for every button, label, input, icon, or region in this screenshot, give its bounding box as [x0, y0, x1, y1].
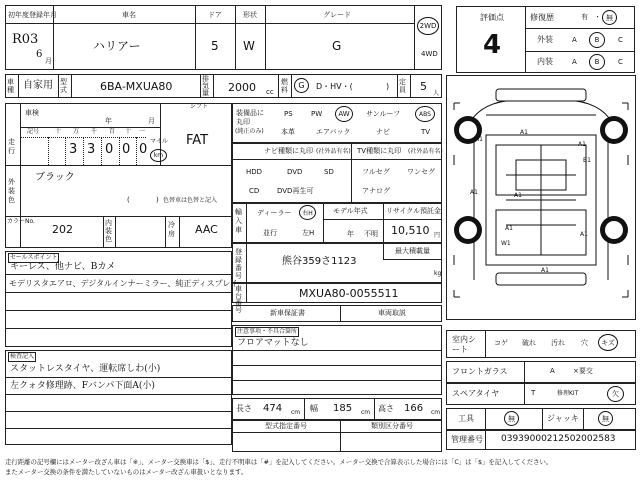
spare-item-kit: 修理KIT: [557, 390, 579, 397]
first-reg-month: 6: [36, 49, 43, 60]
first-reg-year: R03: [12, 32, 39, 47]
seat-label: 室内シート: [452, 335, 476, 354]
equipment-sublabel: (純正のみ): [235, 128, 264, 135]
exterior-label: 外装: [537, 35, 553, 44]
seat-item-2: 破れ: [522, 339, 536, 347]
header-box: [5, 5, 442, 70]
model-year-unit: 年: [347, 230, 354, 238]
width-unit: cm: [361, 409, 371, 416]
jack-value: 無: [602, 414, 609, 423]
color-value: ブラック: [35, 172, 75, 183]
footer-line-1: 走行距離の記号欄にはメーター改ざん車は「※」、メーター交換車は「$」、走行不明車は「#」を記入してください。メーター交換で合算表示した場合には「C」は「$」を記入してください。: [5, 458, 553, 466]
digit-mark-3: 千: [91, 128, 98, 135]
inspection-label: 検査記入: [10, 353, 35, 360]
glass-item-x: ×要交: [573, 367, 593, 375]
diagram-label-1: A1: [475, 136, 483, 143]
exterior-grade-a: A: [572, 36, 577, 44]
color-paren-close: ): [156, 196, 159, 204]
tv-fullseg: フルセグ: [362, 168, 390, 176]
repair-selected: 無: [606, 13, 613, 22]
digit-mark-1: 十: [55, 128, 62, 135]
width-label: 幅: [310, 404, 318, 413]
diagram-label-3: A1: [578, 141, 586, 148]
glass-item-a: A: [550, 367, 555, 375]
import-label: 輸入車: [235, 208, 242, 234]
equip-pw: PW: [311, 110, 323, 118]
equip-navi: ナビ: [376, 128, 390, 136]
mgmt-value: 03939000212502002583: [501, 434, 616, 444]
length-label: 長さ: [236, 404, 252, 413]
digit-mark-4: 百: [109, 128, 116, 135]
drive-2wd: 2WD: [419, 22, 437, 30]
doors-label: ドア: [208, 11, 222, 19]
odo-digit-2: 3: [87, 142, 96, 157]
navi-sub: (社外品有名): [316, 148, 351, 155]
width-value: 185: [333, 403, 353, 414]
model-year-label: モデル年式: [333, 207, 368, 215]
odo-digit-4: 0: [122, 142, 131, 157]
seat-item-3: 汚れ: [551, 339, 565, 347]
car-name: ハリアー: [93, 39, 141, 53]
shift-value: FAT: [186, 133, 209, 148]
equip-airbag: エアバック: [316, 128, 351, 136]
model-label: 型式: [60, 78, 67, 94]
color-no-label: カラーNo.: [7, 218, 35, 225]
capacity-value: 5: [420, 80, 427, 93]
inspection-line-1: スタットレスタイヤ、運転席しわ(小): [10, 364, 161, 374]
import-left: 左H: [302, 229, 315, 237]
exterior-selected-circle: [589, 32, 605, 48]
manual-label: 車両取説: [378, 309, 406, 317]
spare-item-missing: 欠: [612, 390, 619, 398]
equip-aw: AW: [338, 110, 350, 118]
recycle-value: 10,510: [391, 224, 430, 237]
tools-label: 工具: [458, 414, 474, 423]
recycle-yen: 円: [434, 232, 441, 239]
digit-mark-6: 一: [139, 128, 146, 135]
color-note: 色替車は色替と記入: [163, 197, 218, 204]
car-diagram: [446, 75, 636, 320]
first-reg-label: 初年度登録年月: [8, 11, 57, 19]
equip-ps: PS: [284, 110, 293, 118]
cc-unit: cc: [266, 88, 274, 96]
fuel-close: ): [386, 82, 390, 91]
month-unit: 月: [45, 57, 52, 65]
odo-digit-5: 0: [139, 142, 148, 157]
import-right-circle: [299, 205, 316, 220]
grade: G: [332, 39, 342, 53]
displacement-value: 2000: [228, 81, 256, 94]
height-value: 166: [404, 403, 424, 414]
navi-hdd: HDD: [246, 168, 263, 176]
tv-label: TV種類に丸印: [357, 147, 402, 155]
sales-line-1: キーレス、他ナビ、Bカメ: [10, 262, 116, 272]
diagram-label-5: A1: [514, 192, 522, 199]
month-unit-2: 月: [148, 117, 155, 125]
tv-oneseg: ワンセグ: [407, 168, 435, 176]
doors: 5: [211, 39, 219, 53]
interior-selected: B: [594, 58, 600, 66]
import-parallel: 並行: [263, 229, 277, 237]
diagram-label-8: W1: [501, 240, 511, 247]
import-right: 右H: [302, 210, 313, 217]
tools-value: 無: [508, 414, 515, 423]
seat-item-5: キズ: [601, 338, 615, 347]
odo-digit-1: 3: [69, 142, 78, 157]
fuel-label: 燃料: [281, 78, 288, 94]
capacity-label: 定員: [399, 78, 406, 94]
color-paren-open: (: [127, 196, 130, 204]
interior-color-label: 内装色: [105, 219, 112, 243]
length-unit: cm: [291, 409, 301, 416]
navi-cd: CD: [249, 187, 260, 195]
model-value: 6BA-MXUA80: [100, 80, 173, 93]
drive-4wd: 4WD: [421, 50, 438, 58]
inspection-exp-label: 車検: [25, 109, 39, 117]
interior-grade-c: C: [618, 58, 623, 66]
equipment-label: 装備品に丸印: [236, 109, 264, 126]
color-no: 202: [52, 223, 73, 236]
repair-selected-circle: [602, 10, 617, 25]
navi-dvd: DVD: [287, 168, 303, 176]
shift-label: シフト: [190, 103, 209, 110]
equip-abs: ABS: [419, 110, 431, 118]
recycle-label: リサイクル預託金: [386, 207, 442, 215]
warranty-box: [232, 305, 442, 322]
fuel-selected: G: [298, 81, 305, 90]
repair-label: 修復歴: [530, 13, 554, 22]
repair-dot: ・: [594, 13, 601, 21]
footer-line-2: またメーター交換の条件を満たしていないものはメーター改ざん車扱いとなります。: [5, 468, 248, 476]
ac-value: AAC: [195, 223, 218, 236]
notes-label: 注意事項・不具合箇所: [237, 328, 298, 335]
odo-label: 走行: [8, 138, 15, 155]
displacement-label: 排気量: [202, 75, 209, 97]
interior-grade-a: A: [572, 58, 577, 66]
equip-abs-circle: [415, 106, 435, 122]
tv-analog: アナログ: [362, 187, 390, 195]
interior-label: 内装: [537, 57, 553, 66]
unit-km: km: [153, 152, 164, 159]
year-unit: 年: [105, 117, 112, 125]
glass-label: フロントガラス: [452, 367, 508, 376]
diagram-label-10: B1: [583, 157, 591, 164]
drive-2wd-circle: [417, 17, 439, 35]
fuel-options: D・HV・(: [316, 82, 353, 91]
seat-item-4: 穴: [581, 339, 588, 347]
diagram-label-2: A1: [470, 189, 478, 196]
unit-mile: マイル: [150, 138, 168, 145]
model-year-unknown: 不明: [364, 230, 378, 238]
score-value: 4: [483, 30, 502, 60]
max-load-label: 最大積載量: [395, 247, 430, 255]
spare-label: スペアタイヤ: [452, 389, 500, 398]
jack-label: ジャッキ: [547, 414, 579, 423]
class-no-label: 類別区分番号: [371, 422, 413, 430]
car-name-label: 車名: [122, 11, 136, 19]
inspection-line-2: 左クォタ修理跡、Fバンパ下面A(小): [10, 381, 155, 391]
shape: W: [243, 39, 255, 53]
spare-item-t: T: [531, 389, 536, 397]
digits-label: 記号: [27, 128, 40, 135]
diagram-label-7: A1: [541, 267, 549, 274]
score-label: 評価点: [480, 13, 504, 22]
diagram-label-9: A1: [580, 231, 588, 238]
seat-circled: [598, 334, 618, 351]
persons-unit: 人: [433, 90, 440, 97]
equip-leather: 本革: [281, 128, 295, 136]
seat-item-1: コゲ: [494, 339, 508, 347]
interior-selected-circle: [589, 54, 605, 70]
repair-options: 有: [581, 13, 588, 21]
grade-label: グレード: [323, 11, 351, 19]
height-label: 高さ: [378, 404, 394, 413]
exterior-selected: B: [594, 36, 600, 44]
equip-tv: TV: [421, 128, 431, 136]
equip-sunroof: サンルーフ: [366, 110, 401, 118]
vin-label: 車台番号: [235, 285, 242, 314]
color-label: 外装色: [8, 178, 15, 204]
digit-mark-5: 十: [125, 128, 132, 135]
import-dealer: ディーラー: [257, 209, 292, 217]
notes-text: フロアマットなし: [237, 338, 309, 348]
tools-circle: [504, 411, 519, 426]
type-value: 自家用: [23, 80, 53, 91]
tv-sub: (社外品有名): [408, 148, 443, 155]
km-circle: [150, 149, 167, 162]
type-spec-label: 型式指定番号: [265, 422, 307, 430]
plate-label: 登録番号: [235, 248, 242, 280]
plate-value: 熊谷359さ1123: [282, 256, 357, 267]
length-value: 474: [263, 403, 283, 414]
jack-circle: [598, 411, 613, 426]
equip-aw-circle: [335, 106, 353, 122]
digit-mark-2: 万: [73, 128, 80, 135]
odo-digit-3: 0: [105, 142, 114, 157]
navi-label: ナビ種類に丸印: [264, 147, 313, 155]
shape-label: 形状: [243, 11, 257, 19]
vin-value: MXUA80-0055511: [299, 287, 399, 300]
spare-circled: [607, 386, 624, 402]
max-load-kg: kg: [434, 270, 442, 277]
type-label: 車種: [7, 78, 14, 94]
navi-dvd-play: DVD再生可: [277, 187, 314, 195]
navi-sd: SD: [324, 168, 334, 176]
sales-line-2: モデリスタエアロ、デジタルインナーミラー、純正ディスプレイ: [9, 279, 238, 288]
exterior-grade-c: C: [618, 36, 623, 44]
fuel-selected-circle: [294, 78, 309, 93]
ac-label: 冷房: [168, 221, 175, 238]
height-unit: cm: [431, 409, 441, 416]
warranty-label: 新車保証書: [270, 309, 305, 317]
sales-points-label: セールスポイント: [10, 254, 58, 261]
diagram-label-4: A1: [520, 129, 528, 136]
mgmt-label: 管理番号: [451, 435, 483, 444]
diagram-label-6: A1: [505, 225, 513, 232]
